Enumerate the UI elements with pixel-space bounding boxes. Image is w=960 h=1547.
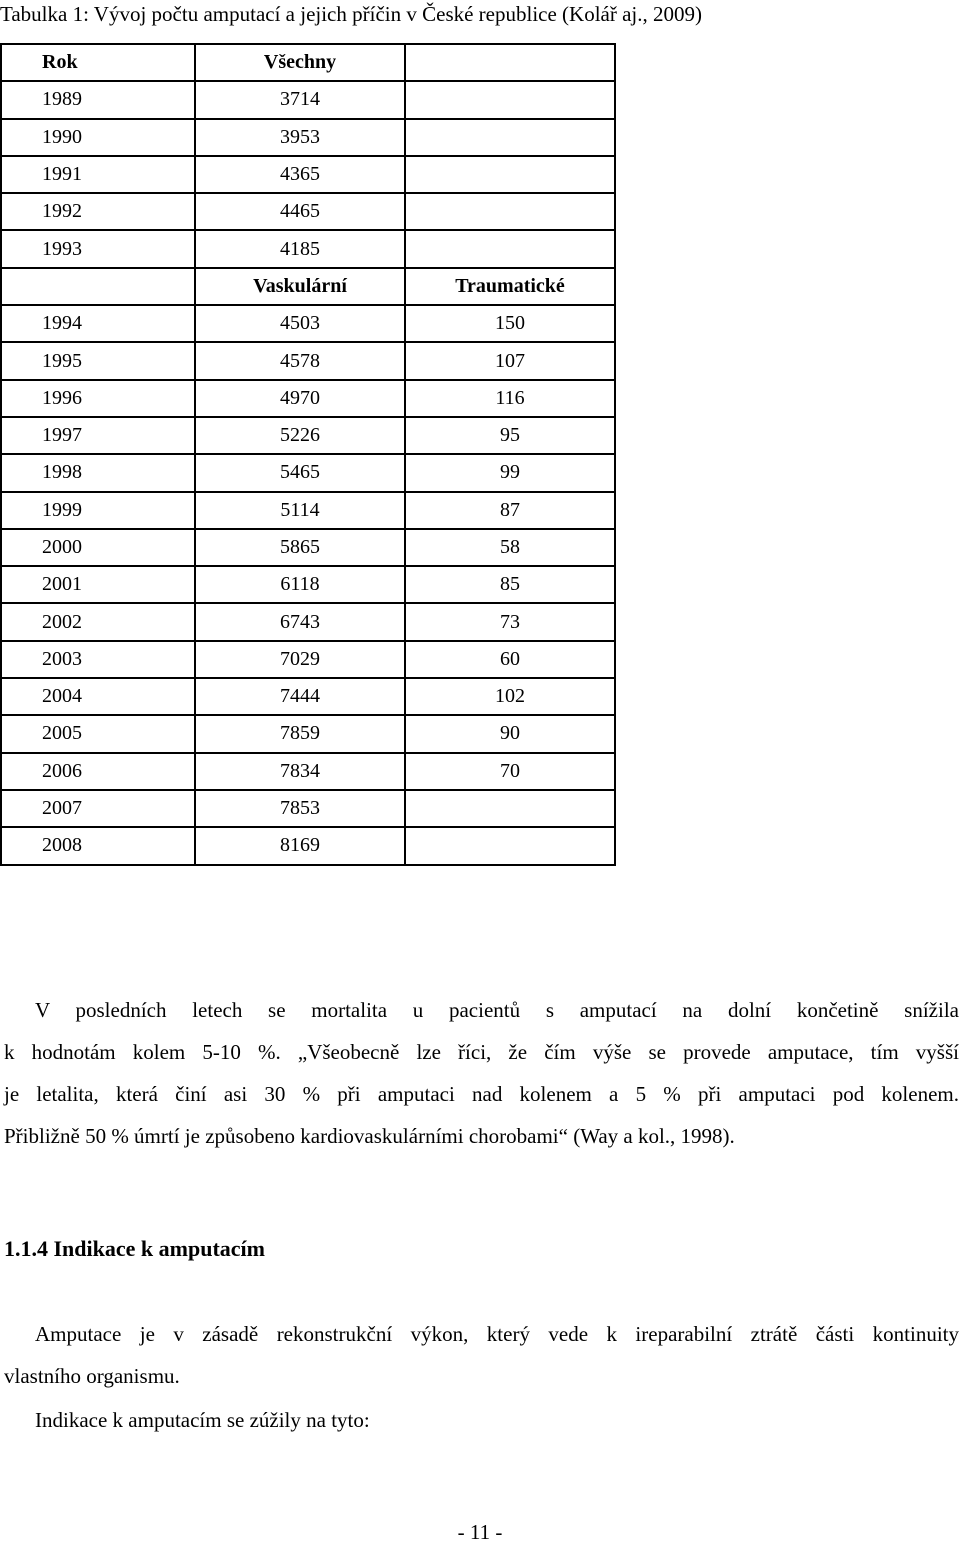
table-cell: 7853 xyxy=(195,790,405,827)
table-cell xyxy=(405,119,615,156)
table-cell: 7859 xyxy=(195,715,405,752)
table-cell: 58 xyxy=(405,529,615,566)
table-cell xyxy=(405,81,615,118)
table-cell: 70 xyxy=(405,753,615,790)
table-row xyxy=(1,380,615,417)
paragraph-mortality xyxy=(4,989,959,1157)
table-cell: 1989 xyxy=(1,81,195,118)
table-cell: 2000 xyxy=(1,529,195,566)
table-cell: 1997 xyxy=(1,417,195,454)
table-header-cell: Traumatické xyxy=(405,268,615,305)
section-heading: 1.1.4 Indikace k amputacím xyxy=(4,1236,265,1261)
paragraph-line: Amputace je v zásadě rekonstrukční výkon, který vede k ireparabilní ztrátě části kontinuity xyxy=(35,1322,959,1346)
table-row xyxy=(1,492,615,529)
table-row xyxy=(1,81,615,118)
table-cell: 6118 xyxy=(195,566,405,603)
paragraph-indications xyxy=(4,1399,959,1441)
paragraph-line: Přibližně 50 % úmrtí je způsobeno kardiovaskulárními chorobami“ (Way a kol., 1998). xyxy=(4,1124,735,1148)
table-header-cell xyxy=(405,44,615,81)
table-cell: 7029 xyxy=(195,641,405,678)
table-cell: 2008 xyxy=(1,827,195,864)
table-cell xyxy=(405,827,615,864)
table-cell: 6743 xyxy=(195,603,405,640)
table-row xyxy=(1,827,615,864)
table-row xyxy=(1,193,615,230)
table-cell: 150 xyxy=(405,305,615,342)
table-cell: 4970 xyxy=(195,380,405,417)
table-row xyxy=(1,641,615,678)
paragraph-line: V posledních letech se mortalita u pacientů s amputací na dolní končetině snížila xyxy=(35,998,959,1022)
table-cell xyxy=(405,790,615,827)
table-cell: 2005 xyxy=(1,715,195,752)
table-cell: 60 xyxy=(405,641,615,678)
paragraph-line: je letalita, která činí asi 30 % při amputaci nad kolenem a 5 % při amputaci pod kolenem. xyxy=(4,1082,959,1106)
table-header-row xyxy=(1,44,615,81)
table-row xyxy=(1,603,615,640)
table-row xyxy=(1,119,615,156)
table-cell: 102 xyxy=(405,678,615,715)
table-cell: 4185 xyxy=(195,230,405,267)
table-cell: 85 xyxy=(405,566,615,603)
table-header-cell: Vaskulární xyxy=(195,268,405,305)
table-cell: 4503 xyxy=(195,305,405,342)
table-header-cell: Rok xyxy=(1,44,195,81)
table-cell: 5865 xyxy=(195,529,405,566)
table-cell: 1991 xyxy=(1,156,195,193)
table-cell: 4578 xyxy=(195,342,405,379)
table-cell: 99 xyxy=(405,454,615,491)
paragraph-line: k hodnotám kolem 5-10 %. „Všeobecně lze říci, že čím výše se provede amputace, tím vyšší xyxy=(4,1040,959,1064)
table-cell: 1994 xyxy=(1,305,195,342)
table-row xyxy=(1,566,615,603)
table-cell: 7444 xyxy=(195,678,405,715)
table-cell: 3714 xyxy=(195,81,405,118)
table-cell: 2004 xyxy=(1,678,195,715)
table-cell: 1996 xyxy=(1,380,195,417)
table-cell: 107 xyxy=(405,342,615,379)
table-row xyxy=(1,156,615,193)
amputation-table xyxy=(0,43,616,866)
table-row xyxy=(1,678,615,715)
table-cell: 1998 xyxy=(1,454,195,491)
table-caption: Tabulka 1: Vývoj počtu amputací a jejich příčin v České republice (Kolář aj., 2009) xyxy=(0,2,703,26)
table-row xyxy=(1,790,615,827)
table-cell: 5226 xyxy=(195,417,405,454)
table-row xyxy=(1,230,615,267)
table-cell: 4365 xyxy=(195,156,405,193)
table-cell: 116 xyxy=(405,380,615,417)
paragraph-definition xyxy=(4,1313,959,1397)
table-cell: 4465 xyxy=(195,193,405,230)
table-cell: 87 xyxy=(405,492,615,529)
table-cell: 1995 xyxy=(1,342,195,379)
table-cell: 1999 xyxy=(1,492,195,529)
table-cell: 5114 xyxy=(195,492,405,529)
table-cell: 5465 xyxy=(195,454,405,491)
table-cell: 2001 xyxy=(1,566,195,603)
table-header-row xyxy=(1,268,615,305)
table-cell xyxy=(405,156,615,193)
table-cell: 2007 xyxy=(1,790,195,827)
table-cell: 2003 xyxy=(1,641,195,678)
table-header-cell xyxy=(1,268,195,305)
table-cell: 7834 xyxy=(195,753,405,790)
table-row xyxy=(1,417,615,454)
table-cell: 2002 xyxy=(1,603,195,640)
page-number: - 11 - xyxy=(457,1520,503,1544)
table-cell: 90 xyxy=(405,715,615,752)
table-cell xyxy=(405,193,615,230)
table-cell: 95 xyxy=(405,417,615,454)
table-cell: 8169 xyxy=(195,827,405,864)
paragraph-line: Indikace k amputacím se zúžily na tyto: xyxy=(35,1408,370,1432)
table-row xyxy=(1,454,615,491)
table-cell: 2006 xyxy=(1,753,195,790)
table-row xyxy=(1,305,615,342)
paragraph-line: vlastního organismu. xyxy=(4,1364,180,1388)
table-cell: 1993 xyxy=(1,230,195,267)
table-row xyxy=(1,715,615,752)
table-row xyxy=(1,753,615,790)
table-cell: 73 xyxy=(405,603,615,640)
table-cell: 3953 xyxy=(195,119,405,156)
table-header-cell: Všechny xyxy=(195,44,405,81)
table-row xyxy=(1,342,615,379)
table-cell: 1992 xyxy=(1,193,195,230)
table-row xyxy=(1,529,615,566)
table-cell xyxy=(405,230,615,267)
table-cell: 1990 xyxy=(1,119,195,156)
